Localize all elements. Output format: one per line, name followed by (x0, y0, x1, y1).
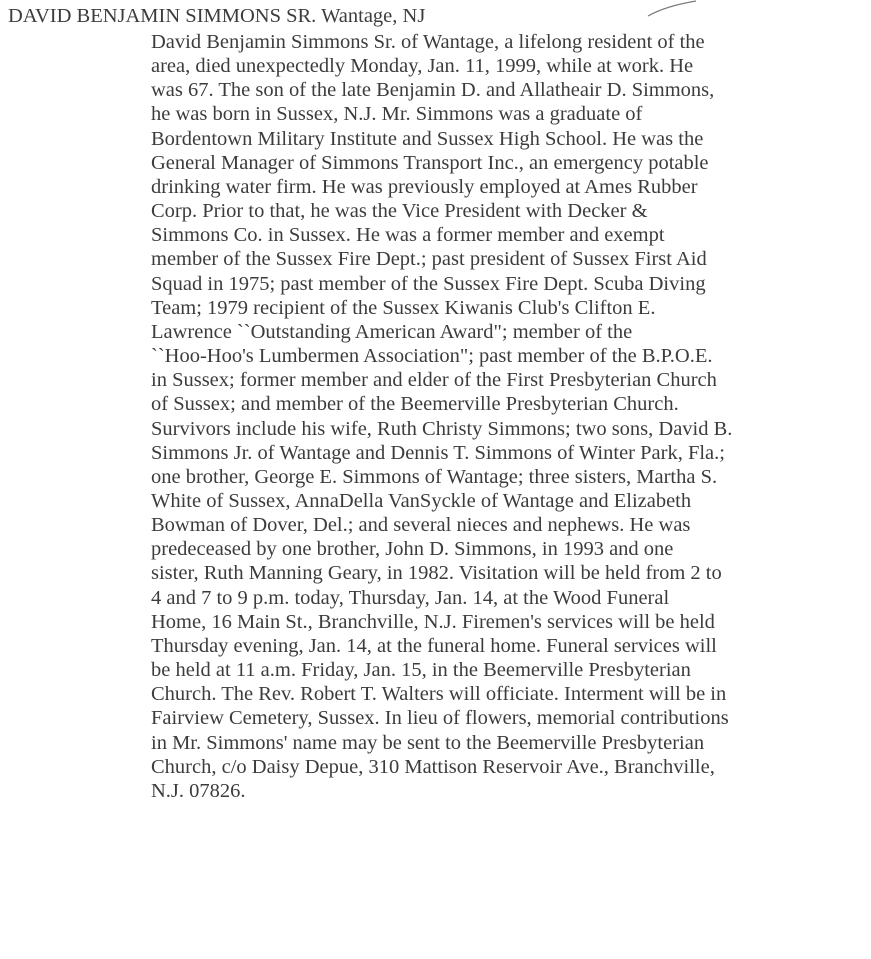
body-line: Simmons Co. in Sussex. He was a former member and exempt (151, 224, 665, 247)
body-line: Church, c/o Daisy Depue, 310 Mattison Reservoir Ave., Branchville, (151, 755, 715, 778)
body-line: in Sussex; former member and elder of the First Presbyterian Church (151, 369, 717, 392)
body-line: sister, Ruth Manning Geary, in 1982. Visitation will be held from 2 to (151, 562, 722, 585)
body-line: Simmons Jr. of Wantage and Dennis T. Simmons of Winter Park, Fla.; (151, 441, 725, 464)
body-line: drinking water firm. He was previously employed at Ames Rubber (151, 175, 698, 198)
body-line: Fairview Cemetery, Sussex. In lieu of flowers, memorial contributions (151, 707, 729, 730)
body-line: Lawrence ``Outstanding American Award"; member of the (151, 320, 633, 343)
body-line: Squad in 1975; past member of the Sussex Fire Dept. Scuba Diving (151, 272, 706, 295)
body-line: David Benjamin Simmons Sr. of Wantage, a lifelong resident of the (151, 31, 705, 53)
body-line: he was born in Sussex, N.J. Mr. Simmons was a graduate of (151, 103, 643, 126)
body-line: was 67. The son of the late Benjamin D. and Allatheair D. Simmons, (151, 79, 715, 102)
body-line: predeceased by one brother, John D. Simmons, in 1993 and one (151, 538, 674, 561)
body-line: General Manager of Simmons Transport Inc., an emergency potable (151, 151, 709, 174)
obituary-body (151, 30, 867, 803)
body-line: White of Sussex, AnnaDella VanSyckle of Wantage and Elizabeth (151, 489, 692, 512)
body-line: 4 and 7 to 9 p.m. today, Thursday, Jan. 14, at the Wood Funeral (151, 586, 670, 609)
body-line: Bordentown Military Institute and Sussex High School. He was the (151, 127, 704, 150)
body-line: Home, 16 Main St., Branchville, N.J. Firemen's services will be held (151, 610, 715, 633)
body-line: area, died unexpectedly Monday, Jan. 11, 1999, while at work. He (151, 55, 694, 78)
body-line: of Sussex; and member of the Beemerville Presbyterian Church. (151, 393, 679, 416)
body-line: Corp. Prior to that, he was the Vice President with Decker & (151, 200, 648, 223)
body-line: Team; 1979 recipient of the Sussex Kiwanis Club's Clifton E. (151, 296, 656, 319)
body-line: Survivors include his wife, Ruth Christy Simmons; two sons, David B. (151, 417, 733, 440)
obituary-heading: DAVID BENJAMIN SIMMONS SR. Wantage, NJ (8, 5, 426, 27)
body-line: Bowman of Dover, Del.; and several nieces and nephews. He was (151, 514, 691, 537)
pen-stroke-mark (640, 0, 700, 20)
body-line: Church. The Rev. Robert T. Walters will officiate. Interment will be in (151, 683, 727, 706)
body-line: ``Hoo-Hoo's Lumbermen Association"; past member of the B.P.O.E. (151, 345, 713, 368)
body-line: in Mr. Simmons' name may be sent to the Beemerville Presbyterian (151, 731, 705, 754)
body-line: one brother, George E. Simmons of Wantage; three sisters, Martha S. (151, 465, 718, 488)
body-line: be held at 11 a.m. Friday, Jan. 15, in the Beemerville Presbyterian (151, 659, 691, 682)
body-line: member of the Sussex Fire Dept.; past president of Sussex First Aid (151, 248, 707, 271)
body-line: N.J. 07826. (151, 779, 246, 802)
body-line: Thursday evening, Jan. 14, at the funeral home. Funeral services will (151, 634, 717, 657)
